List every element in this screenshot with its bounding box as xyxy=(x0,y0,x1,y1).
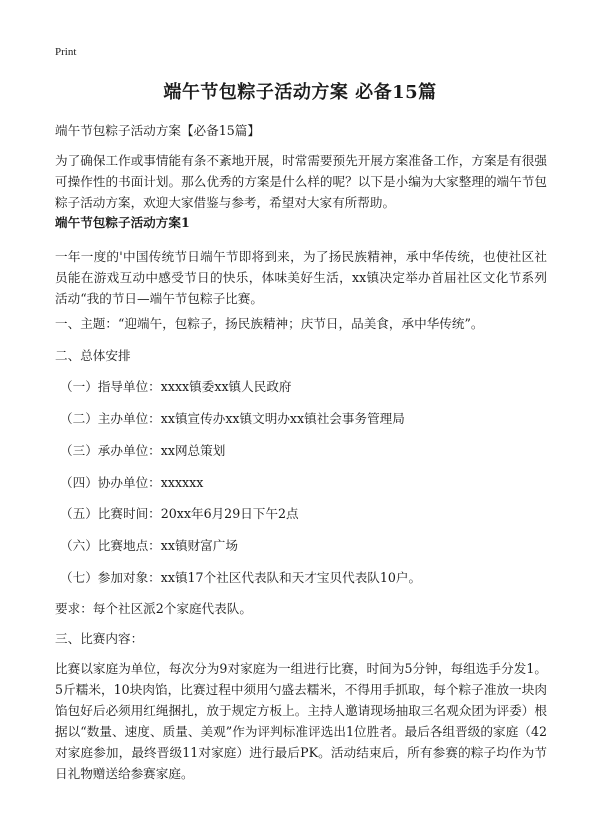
intro-paragraph: 为了确保工作或事情能有条不紊地开展，时常需要预先开展方案准备工作，方案是有很强可操作性的书面计划。那么优秀的方案是什么样的呢？以下是小编为大家整理的端午节包粽子活动方案，欢迎大家借鉴与参考，希望对大家有所帮助。 xyxy=(55,153,547,210)
contest-body-paragraph: 比赛以家庭为单位，每次分为9对家庭为一组进行比赛，时间为5分钟，每组选手分发1。5斤糯米，10块肉馅，比赛过程中须用勺盛去糯米，不得用手抓取，每个粽子准放一块肉馅包好后必须用红绳捆扎，放于规定方板上。主持人邀请现场抽取三名观众团为评委）根据以“数量、速度、质量、美观”作为评判标准评选出1位胜者。最后各组晋级的家庭（42对家庭参加，最终晋级11对家庭）进行最后PK。活动结束后，所有参赛的粽子均作为节日礼物赠送给参赛家庭。 xyxy=(55,661,547,781)
arrangement-heading: 二、总体安排 xyxy=(55,348,131,363)
arrangement-item: （三）承办单位：xx网总策划 xyxy=(60,443,226,458)
arrangement-item: （五）比赛时间：20xx年6月29日下午2点 xyxy=(60,506,299,521)
page-title: 端午节包粽子活动方案 必备15篇 xyxy=(163,82,437,103)
arrangement-item: （七）参加对象：xx镇17个社区代表队和天才宝贝代表队10户。 xyxy=(60,570,422,585)
doc-subtitle: 端午节包粽子活动方案【必备15篇】 xyxy=(55,123,260,138)
contest-heading: 三、比赛内容： xyxy=(55,631,144,646)
theme-line: 一、主题：“迎端午，包粽子，扬民族精神；庆节日，品美食，承中华传统”。 xyxy=(55,316,484,331)
arrangement-item: （一）指导单位：xxxx镇委xx镇人民政府 xyxy=(60,379,292,394)
arrangement-item: （四）协办单位：xxxxxx xyxy=(60,475,204,490)
section-heading: 端午节包粽子活动方案1 xyxy=(55,215,190,230)
section-intro-paragraph: 一年一度的'中国传统节日端午节即将到来，为了扬民族精神，承中华传统，也使社区社员能在游戏互动中感受节日的快乐，体味美好生活，xx镇决定举办首届社区文化节系列活动“我的节日—端午节包粽子比赛。 xyxy=(55,249,547,306)
arrangement-item: （六）比赛地点：xx镇财富广场 xyxy=(60,538,238,553)
print-label[interactable]: Print xyxy=(55,46,77,58)
arrangement-item: （二）主办单位：xx镇宣传办xx镇文明办xx镇社会事务管理局 xyxy=(60,411,405,426)
requirement-line: 要求：每个社区派2个家庭代表队。 xyxy=(55,601,252,616)
